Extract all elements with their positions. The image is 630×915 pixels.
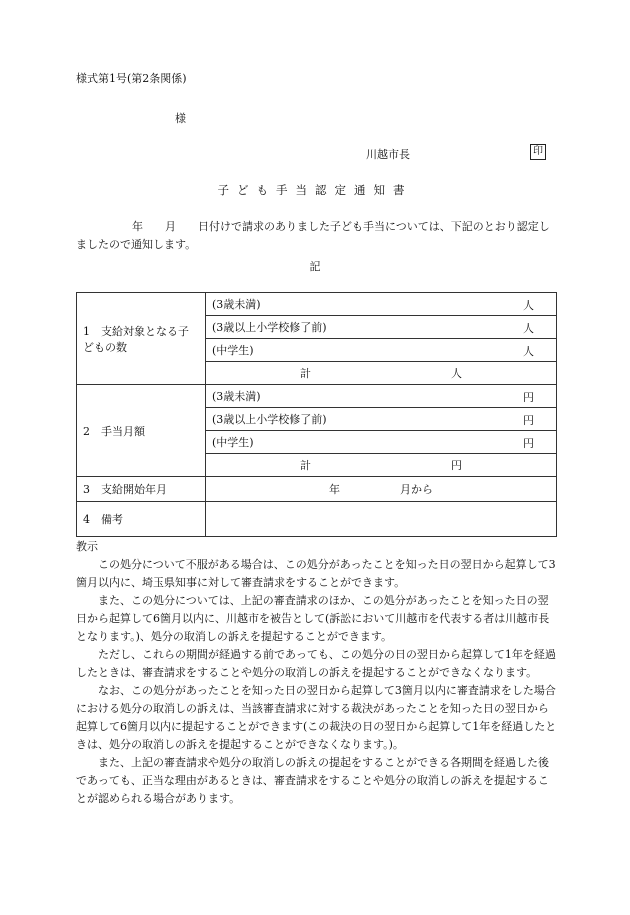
issuer-name: 川越市長 — [366, 148, 410, 161]
sub-unit: 人 — [523, 299, 534, 312]
table-row — [77, 477, 557, 502]
start-month: 月から — [400, 483, 433, 496]
sub-unit: 人 — [523, 322, 534, 335]
row3-value — [206, 477, 557, 502]
sub-unit: 円 — [523, 437, 534, 450]
ki-heading: 記 — [309, 260, 321, 273]
row1-header: 1 支給対象となる子どもの数 — [77, 293, 206, 385]
row1-sub-2 — [206, 316, 557, 339]
instruction-label: 教示 — [76, 540, 98, 553]
seal-mark: 印 — [530, 144, 546, 160]
row2-sub-1 — [206, 385, 557, 408]
row2-header: 2 手当月額 — [77, 385, 206, 477]
note-paragraph: また、上記の審査請求や処分の取消しの訴えの提起をすることができる各期間を経過した後であっても、正当な理由があるときは、審査請求をすることや処分の取消しの訴えを提起することが認められる場合があります。 — [76, 756, 549, 805]
total-unit: 円 — [451, 459, 462, 472]
table-row — [77, 385, 557, 408]
sub-unit: 円 — [523, 414, 534, 427]
note-paragraph: この処分について不服がある場合は、この処分があったことを知った日の翌日から起算して3箇月以内に、埼玉県知事に対して審査請求をすることができます。 — [76, 558, 556, 589]
start-year: 年 — [329, 483, 340, 496]
sub-label: (中学生) — [212, 436, 254, 449]
addressee-honorific: 様 — [175, 112, 186, 125]
sub-label: (3歳未満) — [212, 298, 261, 311]
row4-header: 4 備考 — [77, 502, 206, 537]
sub-label: (3歳以上小学校修了前) — [212, 321, 327, 334]
document-title: 子ども手当認定通知書 — [217, 183, 413, 197]
sub-unit: 人 — [523, 345, 534, 358]
row4-value — [206, 502, 557, 537]
sub-unit: 円 — [523, 391, 534, 404]
row2-total — [206, 454, 557, 477]
note-paragraph: また、この処分については、上記の審査請求のほか、この処分があったことを知った日の翌日から起算して6箇月以内に、川越市を被告として(訴訟において川越市を代表する者は川越市長となります。)、処分の取消しの訴えを提起することができます。 — [76, 594, 550, 643]
total-unit: 人 — [451, 367, 462, 380]
row3-header: 3 支給開始年月 — [77, 477, 206, 502]
sub-label: (3歳以上小学校修了前) — [212, 413, 327, 426]
row2-sub-3 — [206, 431, 557, 454]
notification-table — [76, 292, 557, 537]
total-label: 計 — [300, 459, 311, 472]
row1-sub-3 — [206, 339, 557, 362]
table-row — [77, 293, 557, 316]
note-paragraph: なお、この処分があったことを知った日の翌日から起算して3箇月以内に審査請求をした場合における処分の取消しの訴えは、当該審査請求に対する裁決があったことを知った日の翌日から起算して6箇月以内に提起することができます(この裁決の日の翌日から起算して1年を経過したときは、処分の取消しの訴えを提起することができなくなります。)。 — [76, 684, 557, 751]
instruction-notes — [76, 556, 557, 808]
table-row — [77, 502, 557, 537]
form-number: 様式第1号(第2条関係) — [76, 72, 187, 85]
row1-total — [206, 362, 557, 385]
note-paragraph: ただし、これらの期間が経過する前であっても、この処分の日の翌日から起算して1年を経過したときは、審査請求をすることや処分の取消しの訴えを提起することができなくなります。 — [76, 648, 556, 679]
total-label: 計 — [300, 367, 311, 380]
sub-label: (3歳未満) — [212, 390, 261, 403]
intro-text: 年 月 日付けで請求のありました子ども手当については、下記のとおり認定しましたので通知します。 — [76, 220, 550, 251]
row1-sub-1 — [206, 293, 557, 316]
row2-sub-2 — [206, 408, 557, 431]
sub-label: (中学生) — [212, 344, 254, 357]
